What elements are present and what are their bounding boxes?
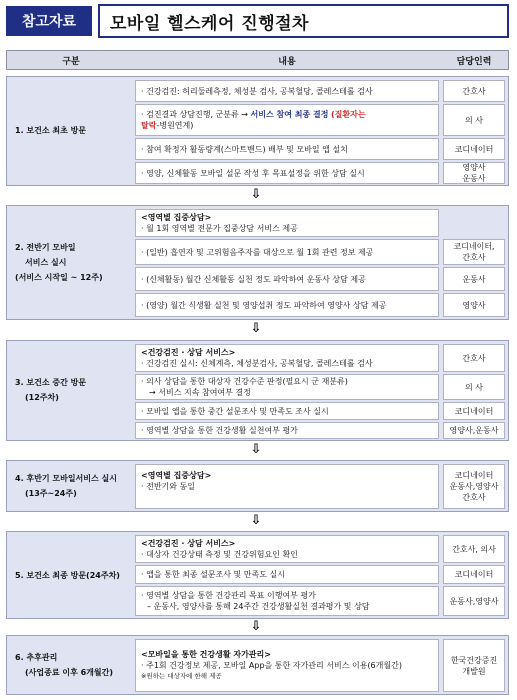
reference-badge: 참고자료: [6, 6, 92, 36]
column-header-staff: 담당인력: [456, 56, 492, 67]
section-second-half: [6, 460, 509, 512]
content-row: · 영역별 상담을 통한 건강관리 목표 이행여부 평가 – 운동사, 영양사를 통해 24주간 건강생활실천 결과평가 및 상담: [135, 586, 439, 616]
flow-arrow-icon: ⇩: [250, 321, 262, 336]
section-final-visit: [6, 531, 509, 619]
content-row: · 영양, 신체활동 모바일 설문 작성 후 목표설정을 위한 상담 실시: [135, 162, 439, 184]
staff-cell: 운동사: [443, 267, 505, 291]
content-row: · 영역별 상담을 통한 건강생활 실천여부 평가: [135, 422, 439, 439]
staff-cell: 의 사: [443, 374, 505, 400]
staff-cell: 영양사 운동사: [443, 162, 505, 184]
flow-arrow-icon: ⇩: [250, 619, 262, 634]
section-mid-visit: [6, 340, 509, 441]
content-row: <영역별 집중상담> · 월 1회 영역별 전문가 집중상담 서비스 제공: [135, 209, 439, 237]
content-row: <모바일을 통한 건강생활 자가관리> · 주1회 건강정보 제공, 모바일 App을 통한 자가관리 서비스 이용(6개월간) ※원하는 대상자에 한해 제공: [135, 639, 439, 692]
flow-arrow-icon: ⇩: [250, 442, 262, 457]
content-row: · (일반) 흡연자 및 고위험음주자를 대상으로 월 1회 관련 정보 제공: [135, 239, 439, 265]
content-row: <영역별 집중상담> · 전반기와 동일: [135, 464, 439, 509]
page-title: 모바일 헬스케어 진행절차: [98, 4, 509, 38]
staff-cell: 코디네이터 운동사,영양사 간호사: [443, 464, 505, 509]
content-row: · 건강검진: 허리둘레측정, 체성분 검사, 공복혈당, 콜레스테롤 검사: [135, 80, 439, 102]
staff-cell: 코디네이터: [443, 565, 505, 584]
staff-cell: 의 사: [443, 104, 505, 136]
staff-cell: 코디네이터: [443, 402, 505, 420]
section-label: 5. 보건소 최종 방문(24주차): [15, 571, 120, 580]
column-header-content: 내용: [278, 56, 296, 67]
section-follow-up: [6, 635, 509, 695]
section-label: 4. 후반기 모바일서비스 실시 (13주~24주): [15, 474, 117, 498]
staff-cell: 코디네이터, 간호사: [443, 239, 505, 265]
section-label: 1. 보건소 최초 방문: [15, 126, 87, 135]
content-row: · 참여 확정자 활동량계(스마트밴드) 배부 및 모바일 앱 설치: [135, 138, 439, 160]
table-header: [6, 50, 509, 70]
staff-cell: 운동사,영양사: [443, 586, 505, 616]
staff-cell: 간호사: [443, 80, 505, 102]
document-header: [6, 4, 509, 38]
content-row: · (신체활동) 월간 신체활동 실천 정도 파악하여 운동사 상담 제공: [135, 267, 439, 291]
staff-cell: 간호사, 의사: [443, 535, 505, 563]
staff-cell: 코디네이터: [443, 138, 505, 160]
flow-arrow-icon: ⇩: [250, 513, 262, 528]
section-label: 6. 추후관리 (사업종료 이후 6개월간): [15, 653, 114, 677]
section-first-half: [6, 205, 509, 320]
content-row: <건강검진 · 상담 서비스> · 건강검진 실시: 신체계측, 체성분검사, 공복혈당, 콜레스테롤 검사: [135, 344, 439, 372]
content-row: · (영양) 월간 식생활 실천 및 영양섭취 정도 파악하여 영양사 상담 제공: [135, 293, 439, 317]
content-row: · 앱을 통한 최종 설문조사 및 만족도 실시: [135, 565, 439, 584]
staff-cell: 한국건강증진 개발원: [443, 639, 505, 692]
section-label: 2. 전반기 모바일 서비스 실시 (서비스 시작일 ~ 12주): [15, 243, 103, 282]
content-row: · 검진결과 상담진행, 군분류 → 서비스 참여 최종 결정 (질환자는 탈락-병원연계): [135, 104, 439, 136]
staff-cell: 영양사: [443, 293, 505, 317]
staff-cell: 영양사,운동사: [443, 422, 505, 439]
column-header-category: 구분: [62, 56, 80, 67]
content-row: · 의사 상담을 통한 대상자 건강수준 판정(필요시 군 재분류) → 서비스 지속 참여여부 결정: [135, 374, 439, 400]
staff-cell: 간호사: [443, 344, 505, 372]
flow-arrow-icon: ⇩: [250, 187, 262, 202]
content-row: <건강검진 · 상담 서비스> · 대상자 건강상태 측정 및 건강위험요인 확인: [135, 535, 439, 563]
section-first-visit: [6, 76, 509, 186]
section-label: 3. 보건소 중간 방문 (12주차): [15, 378, 87, 402]
content-row: · 모바일 앱을 통한 중간 설문조사 및 만족도 조사 실시: [135, 402, 439, 420]
